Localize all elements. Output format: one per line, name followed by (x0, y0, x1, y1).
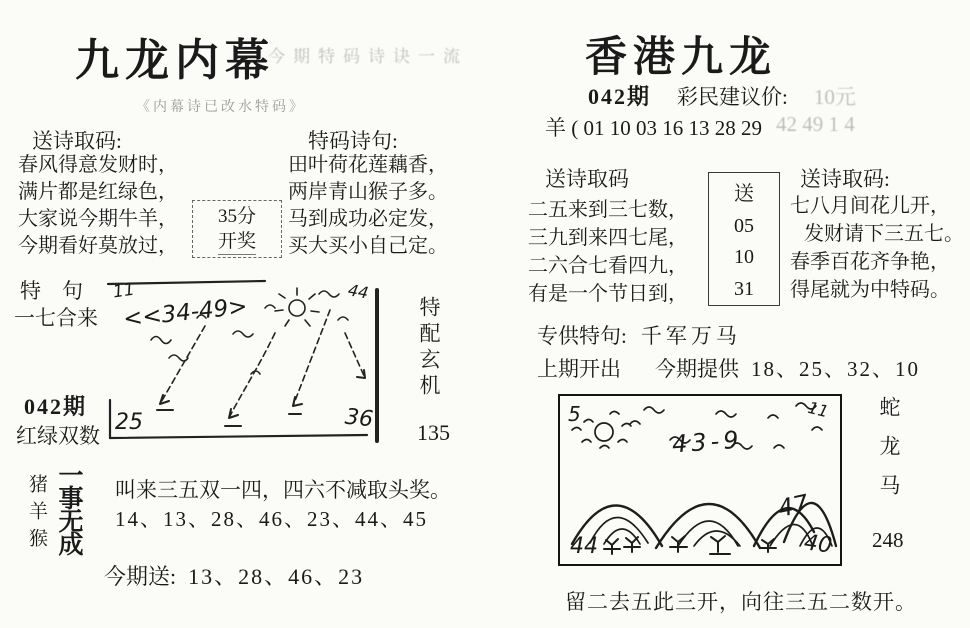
special-label: 专供特句: (537, 324, 627, 348)
tip-numbers: 14、13、28、46、23、44、45 (115, 507, 428, 531)
sketch-num-top: 11 (111, 279, 136, 303)
right-issue: 042期 (588, 84, 652, 109)
send-numbers-box (708, 172, 780, 306)
sketch-num-br: 36 (343, 404, 375, 433)
right-poem1-header: 送诗取码 (545, 167, 629, 191)
special-row (537, 320, 741, 350)
poem-line: 二五来到三七数， (528, 199, 688, 221)
price-label: 彩民建议价: (677, 85, 788, 109)
rsketch-num-bl: 44 (570, 534, 598, 559)
te-ju-value: 一七合来 (14, 306, 98, 330)
right-poem2 (790, 192, 964, 304)
zodiac-column: 猪羊猴 (26, 474, 47, 555)
price-value: 10元 (813, 85, 856, 109)
poem-line: 买大买小自己定。 (288, 235, 448, 257)
poem-line: 有是一个节日到， (528, 283, 688, 305)
send-number: 10 (734, 246, 754, 269)
poem-line: 两岸青山猴子多。 (288, 181, 448, 203)
te-poem-header: 特码诗句: (308, 129, 398, 153)
left-poem-header: 送诗取码: (32, 129, 122, 153)
right-poem2-header: 送诗取码: (800, 167, 890, 191)
sketch-num-bl: 25 (115, 410, 143, 435)
poem-line: 今期看好莫放过， (18, 235, 178, 257)
right-zodiac-number: 248 (872, 528, 904, 552)
left-poem (18, 152, 178, 260)
zodiac-line-faded: 42 49 1 4 (776, 112, 855, 136)
poem-line: 三九到来四七尾， (528, 227, 688, 249)
poem-line: 二六合七看四九， (528, 255, 688, 277)
gift-row (104, 560, 364, 591)
poem-line: 发财请下三五七。 (804, 223, 964, 245)
send-number: 05 (734, 214, 754, 237)
draw-time-box (192, 200, 282, 258)
gift-label: 今期送: (104, 564, 177, 589)
offer-label: 今期提供 (655, 357, 739, 381)
right-sketch-drawing (560, 396, 838, 562)
price-row (588, 80, 856, 111)
sketch-num-tr: 44 (346, 280, 370, 303)
te-ju-label: 特 句 (20, 279, 83, 303)
poem-line: 春风得意发财时， (18, 154, 178, 176)
right-poem1 (528, 196, 688, 308)
left-title-note: 今期特码诗诀一流 (268, 47, 468, 66)
draw-time-line2: 开奖 (218, 229, 256, 255)
poem-line: 马到成功必定发， (288, 208, 448, 230)
rsketch-num-br: 40 (802, 530, 834, 559)
poem-line: 得尾就为中特码。 (790, 279, 950, 301)
prev-label: 上期开出 (537, 357, 621, 381)
poem-line: 七八月间花儿开， (790, 195, 950, 217)
te-poem (288, 152, 448, 260)
poem-line: 大家说今期牛羊， (18, 208, 178, 230)
left-subtitle: 《内幕诗已改水特码》 (136, 100, 306, 115)
rsketch-num-hill: 47 (775, 489, 812, 523)
left-page-title: 九龙内幕 (75, 36, 275, 85)
draw-time-line1: 35分 (217, 205, 256, 227)
right-sketch (558, 394, 842, 566)
mystery-label: 特配玄机 (417, 296, 441, 400)
send-label: 送 (734, 183, 754, 206)
send-number: 31 (734, 277, 754, 300)
special-value: 千军万马 (640, 324, 741, 348)
tip-sentence: 叫来三五双一四，四六不减取头奖。 (115, 478, 451, 502)
gift-numbers: 13、28、46、23 (188, 564, 365, 589)
right-zodiac-column: 蛇龙马 (877, 396, 901, 513)
poem-line: 田叶荷花莲藕香， (288, 154, 448, 176)
bottom-sentence: 留二去五此三开，向往三五二数开。 (565, 590, 917, 614)
idiom-column: 一事无成 (55, 462, 82, 554)
rsketch-num-tr: 11 (806, 397, 831, 422)
left-issue: 042期 (24, 394, 88, 419)
rsketch-num-tl: 5 (568, 402, 581, 426)
left-issue-type: 红绿双数 (16, 424, 100, 448)
offer-row (537, 353, 920, 383)
offer-numbers: 18、25、32、10 (751, 357, 920, 381)
zodiac-line: 羊 ( 01 10 03 16 13 28 29 (545, 116, 762, 140)
rsketch-num-mid: 43-9 (671, 425, 744, 459)
poem-line: 满片都是红绿色， (18, 181, 178, 203)
right-page-title: 香港九龙 (585, 35, 778, 81)
left-sketch (105, 278, 390, 446)
mystery-value: 135 (417, 420, 450, 445)
poem-line: 春季百花齐争艳， (790, 251, 950, 273)
sketch-range: <<34-49> (121, 293, 249, 333)
zodiac-number-row (545, 112, 855, 142)
